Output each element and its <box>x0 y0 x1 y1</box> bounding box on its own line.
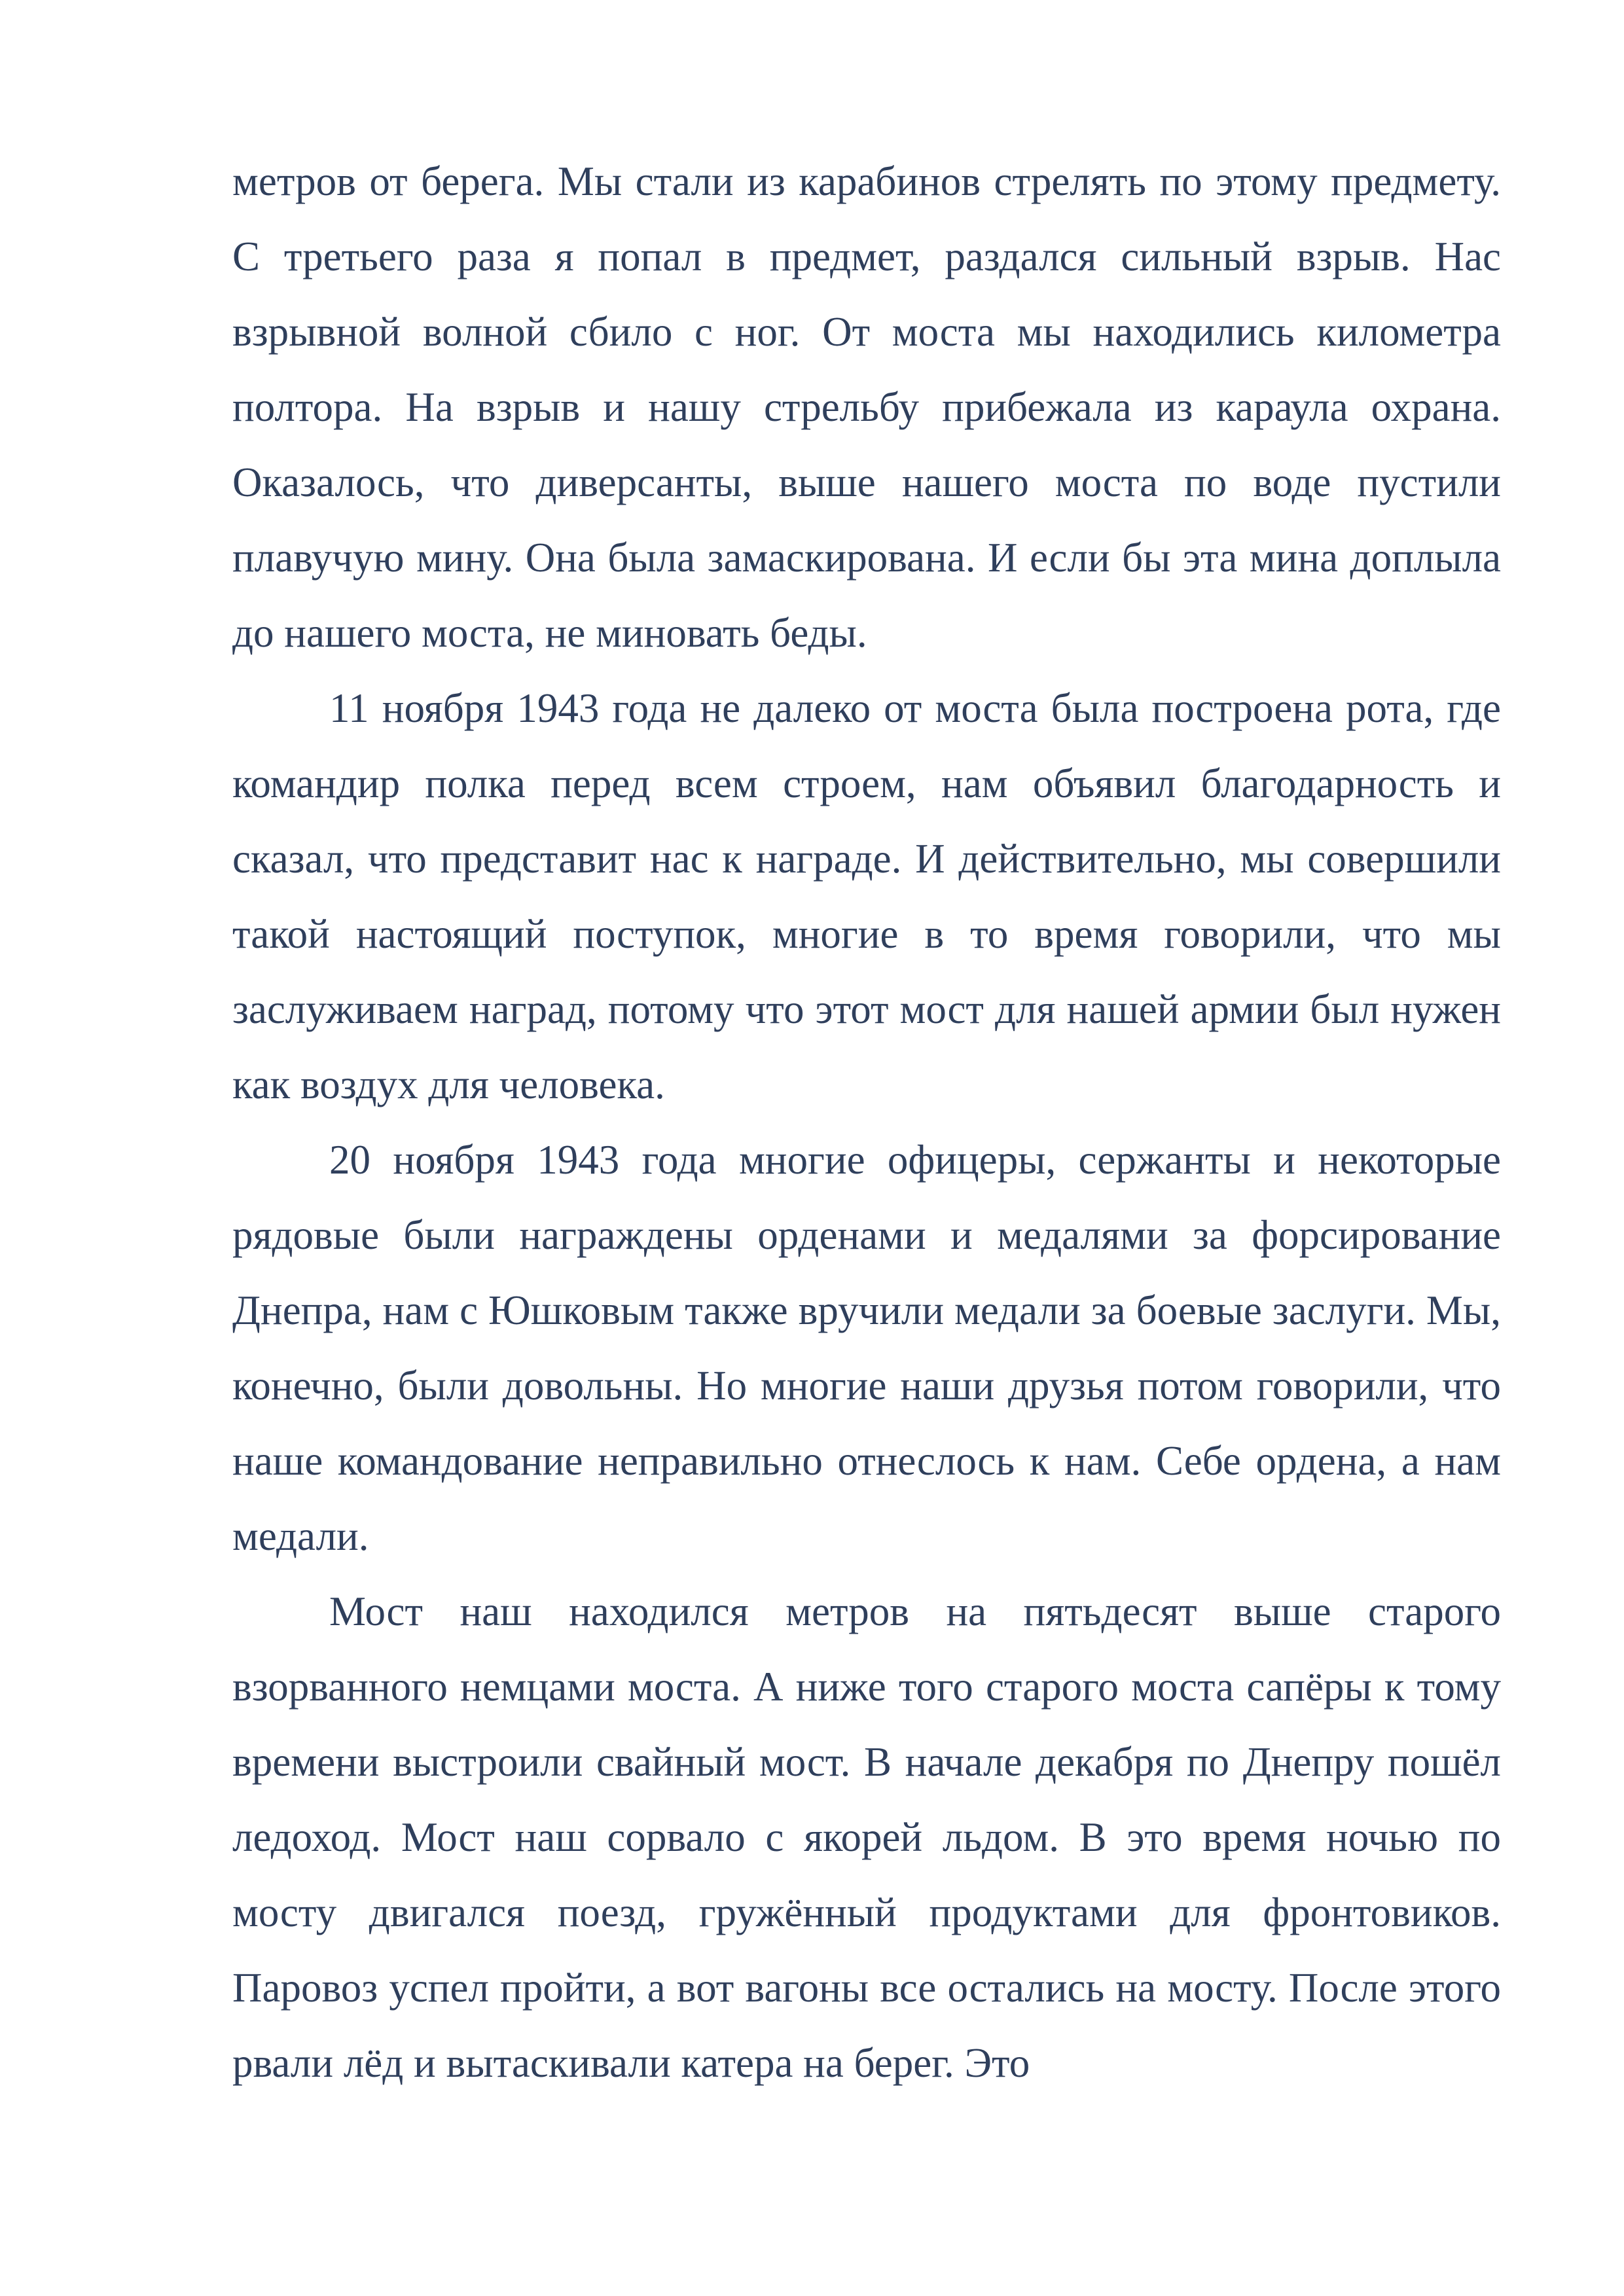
paragraph-4: Мост наш находился метров на пятьдесят выше старого взорванного немцами моста. А ниже того старого моста сапёры к тому времени выстроили свайный мост. В начале декабря по Днепру пошёл ледоход. Мост наш сорвало с якорей льдом. В это время ночью по мосту двигался поезд, гружённый продуктами для фронтовиков. Паровоз успел пройти, а вот вагоны все остались на мосту. После этого рвали лёд и вытаскивали катера на берег. Это <box>232 1588 1501 2086</box>
paragraph-1: метров от берега. Мы стали из карабинов стрелять по этому предмету. С третьего раза я попал в предмет, раздался сильный взрыв. Нас взрывной волной сбило с ног. От моста мы находились километра полтора. На взрыв и нашу стрельбу прибежала из караула охрана. Оказалось, что диверсанты, выше нашего моста по воде пустили плавучую мину. Она была замаскирована. И если бы эта мина доплыла до нашего моста, не миновать беды. <box>232 158 1501 656</box>
paragraph-3: 20 ноября 1943 года многие офицеры, сержанты и некоторые рядовые были награждены орденами и медалями за форсирование Днепра, нам с Юшковым также вручили медали за боевые заслуги. Мы, конечно, были довольны. Но многие наши друзья потом говорили, что наше командование неправильно отнеслось к нам. Себе ордена, а нам медали. <box>232 1137 1501 1559</box>
body-text <box>232 144 1501 2101</box>
paragraph-2: 11 ноября 1943 года не далеко от моста была построена рота, где командир полка перед всем строем, нам объявил благодарность и сказал, что представит нас к награде. И действительно, мы совершили такой настоящий поступок, многие в то время говорили, что мы заслуживаем наград, потому что этот мост для нашей армии был нужен как воздух для человека. <box>232 685 1501 1107</box>
